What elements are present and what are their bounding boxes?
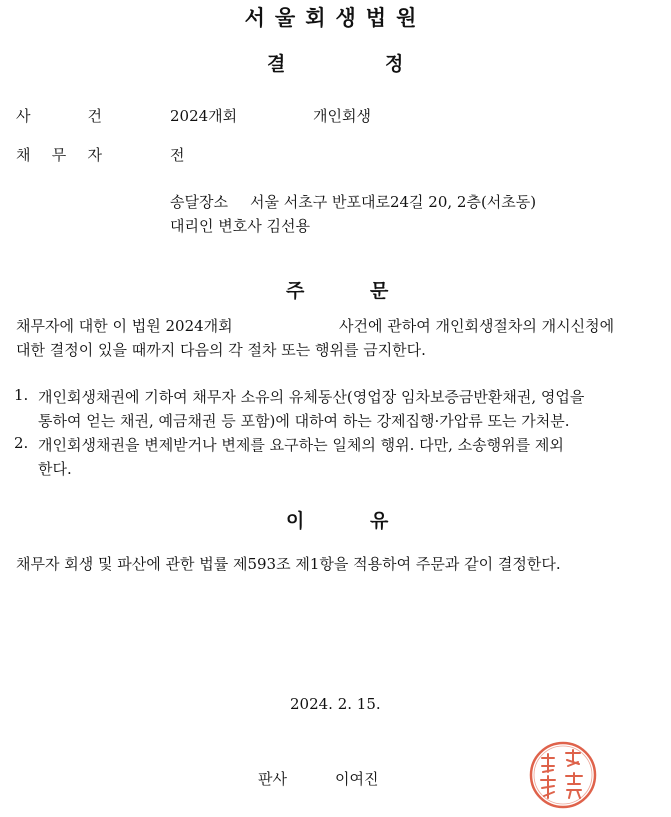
judge-name: 이여진 bbox=[335, 770, 379, 788]
decision-date: 2024. 2. 15. bbox=[290, 695, 381, 713]
case-label bbox=[16, 105, 102, 126]
order-item-line: 개인회생채권에 기하여 채무자 소유의 유체동산(영업장 임차보증금반환채권, 영업을 bbox=[38, 388, 585, 406]
debtor-label-char: 자 bbox=[87, 146, 102, 164]
judge-label: 판사 bbox=[258, 770, 287, 788]
reason-heading-left: 이 bbox=[286, 510, 305, 532]
judge-seal-stamp bbox=[528, 740, 598, 810]
debtor-label bbox=[16, 144, 102, 165]
agent-line: 대리인 변호사 김선용 bbox=[170, 217, 310, 235]
case-number: 2024개회 bbox=[170, 107, 238, 125]
service-label: 송달장소 bbox=[170, 193, 228, 211]
reason-heading-right: 유 bbox=[370, 510, 389, 532]
service-address: 서울 서초구 반포대로24길 20, 2층(서초동) bbox=[250, 193, 537, 211]
case-label-char: 건 bbox=[87, 107, 102, 125]
doc-title-left: 결 bbox=[267, 53, 286, 75]
case-type: 개인회생 bbox=[313, 107, 371, 125]
order-para-line2: 대한 결정이 있을 때까지 다음의 각 절차 또는 행위를 금지한다. bbox=[16, 341, 426, 359]
order-heading-left: 주 bbox=[286, 280, 305, 302]
order-item-line: 한다. bbox=[38, 460, 72, 478]
order-heading-right: 문 bbox=[370, 280, 389, 302]
order-item-line: 개인회생채권을 변제받거나 변제를 요구하는 일체의 행위. 다만, 소송행위를 제외 bbox=[38, 436, 564, 454]
court-name: 서울회생법원 bbox=[244, 6, 427, 30]
reason-text: 채무자 회생 및 파산에 관한 법률 제593조 제1항을 적용하여 주문과 같이 결정한다. bbox=[16, 555, 561, 573]
order-item-line: 통하여 얻는 채권, 예금채권 등 포함)에 대하여 하는 강제집행·가압류 또는 가처분. bbox=[38, 412, 570, 430]
order-para-line1a: 채무자에 대한 이 법원 2024개회 bbox=[16, 317, 233, 335]
case-label-char: 사 bbox=[16, 107, 31, 125]
order-item-number: 2. bbox=[14, 434, 29, 452]
doc-title-right: 정 bbox=[385, 53, 404, 75]
debtor-label-char: 채 bbox=[16, 146, 31, 164]
order-para-line1b: 사건에 관하여 개인회생절차의 개시신청에 bbox=[339, 317, 615, 335]
order-item-number: 1. bbox=[14, 386, 29, 404]
debtor-label-char: 무 bbox=[51, 146, 67, 164]
debtor-name: 전 bbox=[170, 146, 185, 164]
